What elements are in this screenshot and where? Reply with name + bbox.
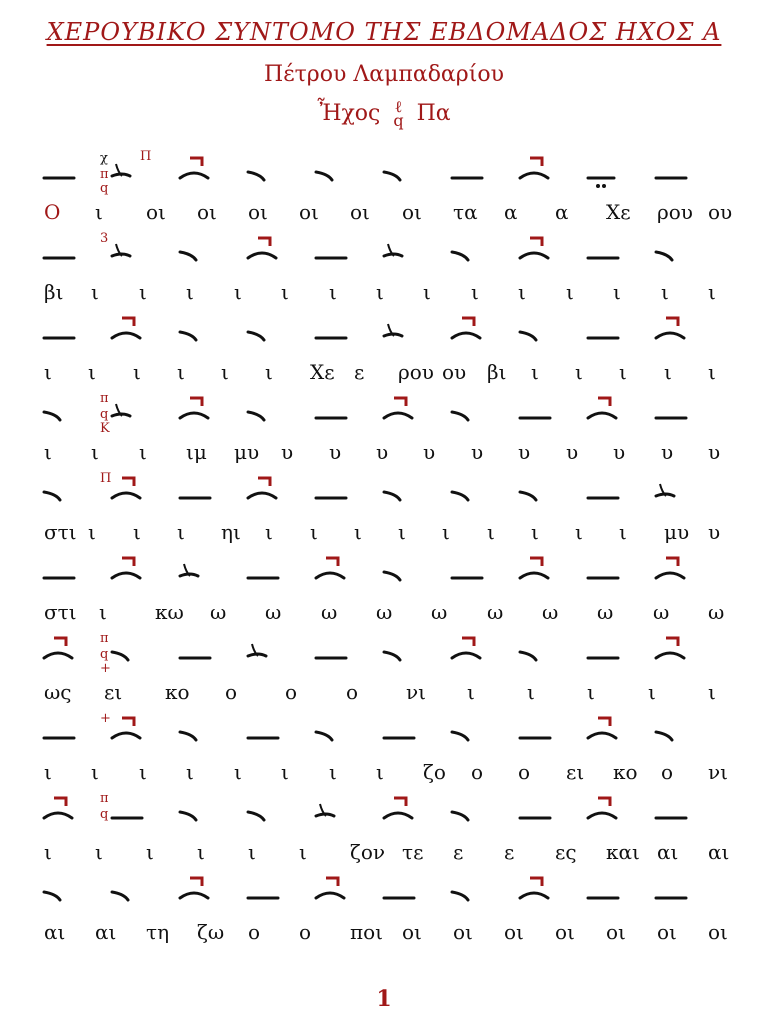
lyric-syllable: ο bbox=[285, 680, 298, 704]
lyric-syllable: ι bbox=[518, 280, 526, 304]
martyria-mark: Κ bbox=[100, 421, 110, 436]
lyric-syllable: υ bbox=[661, 440, 674, 464]
neume-petasti bbox=[248, 478, 276, 498]
lyric-syllable: ι bbox=[133, 360, 141, 384]
lyric-syllable: ι bbox=[708, 680, 716, 704]
lyric-syllable: ι bbox=[44, 840, 52, 864]
neume-row bbox=[0, 470, 768, 520]
neume-petasti bbox=[520, 158, 548, 178]
lyric-syllable: ι bbox=[281, 280, 289, 304]
lyric-row bbox=[0, 600, 768, 628]
lyric-syllable: ι bbox=[197, 840, 205, 864]
neume-petasti bbox=[588, 718, 616, 738]
neume-apostrofos bbox=[452, 812, 468, 820]
staff-line bbox=[0, 550, 768, 630]
lyric-row bbox=[0, 520, 768, 548]
lyric-syllable: ου bbox=[442, 360, 467, 384]
lyric-syllable: ι bbox=[221, 360, 229, 384]
lyric-syllable: οι bbox=[606, 920, 626, 944]
lyric-syllable: υ bbox=[518, 440, 531, 464]
neume-petasti bbox=[520, 558, 548, 578]
neume-petasti bbox=[588, 798, 616, 818]
staff-line bbox=[0, 150, 768, 230]
martyria-mark: 3 bbox=[100, 231, 109, 246]
lyric-syllable: ι bbox=[248, 840, 256, 864]
staff-line bbox=[0, 230, 768, 310]
neume-ison bbox=[248, 644, 266, 656]
lyric-syllable: ρου bbox=[657, 200, 693, 224]
lyric-syllable: ι bbox=[281, 760, 289, 784]
neume-ison bbox=[384, 244, 402, 256]
lyric-syllable: ι bbox=[91, 760, 99, 784]
lyric-syllable: ι bbox=[531, 520, 539, 544]
neume-apostrofos bbox=[180, 252, 196, 260]
lyric-syllable: ι bbox=[471, 280, 479, 304]
neume-apostrofos bbox=[520, 652, 536, 660]
neume-apostrofos bbox=[384, 652, 400, 660]
neume-apostrofos bbox=[656, 732, 672, 740]
lyric-syllable: ι bbox=[265, 520, 273, 544]
lyric-row bbox=[0, 200, 768, 228]
lyric-syllable: ω bbox=[542, 600, 559, 624]
lyric-syllable: ι bbox=[139, 440, 147, 464]
lyric-syllable: ι bbox=[44, 440, 52, 464]
neume-petasti bbox=[316, 558, 344, 578]
lyric-syllable: οι bbox=[146, 200, 166, 224]
lyric-syllable: τε bbox=[402, 840, 424, 864]
lyric-syllable: ω bbox=[487, 600, 504, 624]
lyric-syllable: ζον bbox=[350, 840, 386, 864]
martyria-mark: + bbox=[100, 661, 111, 676]
neume-petasti bbox=[316, 878, 344, 898]
lyric-syllable: υ bbox=[281, 440, 294, 464]
lyric-syllable: οι bbox=[453, 920, 473, 944]
martyria-mark: π bbox=[100, 391, 109, 406]
lyric-syllable: ι bbox=[329, 280, 337, 304]
lyric-syllable: τη bbox=[146, 920, 170, 944]
mode-signature bbox=[393, 97, 404, 130]
neume-apostrofos bbox=[384, 572, 400, 580]
lyric-syllable: οι bbox=[657, 920, 677, 944]
lyric-syllable: οι bbox=[197, 200, 217, 224]
lyric-syllable: οι bbox=[555, 920, 575, 944]
neume-apostrofos bbox=[316, 172, 332, 180]
neume-petasti bbox=[180, 398, 208, 418]
neume-apostrofos bbox=[384, 492, 400, 500]
lyric-syllable: υ bbox=[329, 440, 342, 464]
lyric-syllable: ω bbox=[265, 600, 282, 624]
neume-apostrofos bbox=[452, 732, 468, 740]
neume-petasti bbox=[180, 878, 208, 898]
lyric-syllable: κο bbox=[165, 680, 190, 704]
neume-ison bbox=[316, 804, 334, 816]
lyric-syllable: ε bbox=[504, 840, 515, 864]
lyric-syllable: οι bbox=[402, 200, 422, 224]
martyria-mark: q bbox=[100, 807, 109, 822]
lyric-syllable: κο bbox=[613, 760, 638, 784]
lyric-syllable: υ bbox=[708, 440, 721, 464]
neume-ison bbox=[180, 564, 198, 576]
mode-indicator bbox=[0, 97, 768, 130]
lyric-syllable: οι bbox=[299, 200, 319, 224]
lyric-syllable: ι bbox=[354, 520, 362, 544]
lyric-syllable: ι bbox=[376, 280, 384, 304]
martyria-mark: Π bbox=[140, 149, 152, 164]
lyric-syllable: ω bbox=[597, 600, 614, 624]
lyric-syllable: ι bbox=[91, 280, 99, 304]
lyric-syllable: μυ bbox=[234, 440, 260, 464]
lyric-syllable: Χε bbox=[606, 200, 631, 224]
lyric-syllable: οι bbox=[402, 920, 422, 944]
neume-petasti bbox=[588, 398, 616, 418]
lyric-syllable: ρου bbox=[398, 360, 434, 384]
lyric-syllable: ου bbox=[708, 200, 733, 224]
lyric-syllable: ζο bbox=[423, 760, 446, 784]
lyric-syllable: ι bbox=[531, 360, 539, 384]
neume-row bbox=[0, 310, 768, 360]
lyric-syllable: μυ bbox=[664, 520, 690, 544]
lyric-syllable: αι bbox=[44, 920, 66, 944]
neume-petasti bbox=[656, 638, 684, 658]
neume-apostrofos bbox=[112, 892, 128, 900]
neume-apostrofos bbox=[452, 412, 468, 420]
mode-label: Ἦχος bbox=[317, 101, 381, 126]
lyric-syllable: Χε bbox=[310, 360, 335, 384]
lyric-syllable: ω bbox=[376, 600, 393, 624]
neume-apostrofos bbox=[44, 892, 60, 900]
lyric-syllable: ι bbox=[661, 280, 669, 304]
lyric-syllable: ι bbox=[234, 280, 242, 304]
neume-ison bbox=[112, 404, 130, 416]
lyric-syllable: ι bbox=[310, 520, 318, 544]
neume-petasti bbox=[112, 478, 140, 498]
neume-petasti bbox=[44, 638, 72, 658]
lyric-syllable: κω bbox=[155, 600, 184, 624]
lyric-syllable: ο bbox=[518, 760, 531, 784]
neume-petasti bbox=[452, 318, 480, 338]
lyric-syllable: α bbox=[504, 200, 518, 224]
mode-sign-top: ℓ bbox=[394, 97, 403, 116]
lyric-syllable: νι bbox=[708, 760, 728, 784]
neume-row bbox=[0, 150, 768, 200]
lyric-syllable: τα bbox=[453, 200, 478, 224]
lyric-syllable: αι bbox=[95, 920, 117, 944]
lyric-syllable: ι bbox=[299, 840, 307, 864]
lyric-row bbox=[0, 680, 768, 708]
lyric-syllable: ι bbox=[487, 520, 495, 544]
staff-line bbox=[0, 470, 768, 550]
page-title: ΧΕΡΟΥΒΙΚΟ ΣΥΝΤΟΜΟ ΤΗΣ ΕΒΔΟΜΑΔΟΣ ΗΧΟΣ Α bbox=[46, 18, 722, 46]
lyric-syllable: ι bbox=[648, 680, 656, 704]
lyric-syllable: ι bbox=[99, 600, 107, 624]
lyric-syllable: ι bbox=[575, 520, 583, 544]
lyric-syllable: ι bbox=[467, 680, 475, 704]
neume-ison bbox=[384, 324, 402, 336]
lyric-syllable: ι bbox=[265, 360, 273, 384]
lyric-syllable: υ bbox=[708, 520, 721, 544]
neume-apostrofos bbox=[44, 412, 60, 420]
lyric-syllable: ε bbox=[354, 360, 365, 384]
lyric-syllable: οι bbox=[708, 920, 728, 944]
lyric-syllable: ι bbox=[708, 360, 716, 384]
lyric-syllable: ι bbox=[664, 360, 672, 384]
lyric-syllable: ιμ bbox=[186, 440, 207, 464]
lyric-syllable: ι bbox=[186, 280, 194, 304]
page-number: 1 bbox=[376, 986, 392, 1012]
neume-petasti bbox=[112, 718, 140, 738]
lyric-syllable: αι bbox=[708, 840, 730, 864]
lyric-syllable: ι bbox=[442, 520, 450, 544]
neume-row bbox=[0, 550, 768, 600]
lyric-syllable: ω bbox=[431, 600, 448, 624]
mode-sign-bottom: q bbox=[393, 111, 404, 130]
lyric-syllable: ι bbox=[95, 200, 103, 224]
neume-apostrofos bbox=[112, 652, 128, 660]
lyric-syllable: ο bbox=[225, 680, 238, 704]
lyric-syllable: ι bbox=[139, 760, 147, 784]
staff-line bbox=[0, 870, 768, 950]
lyric-syllable: ι bbox=[587, 680, 595, 704]
neume-row bbox=[0, 230, 768, 280]
staff-line bbox=[0, 390, 768, 470]
lyric-syllable: ο bbox=[471, 760, 484, 784]
neume-apostrofos bbox=[180, 732, 196, 740]
lyric-syllable: ι bbox=[177, 520, 185, 544]
neume-petasti bbox=[520, 238, 548, 258]
lyric-syllable: ι bbox=[177, 360, 185, 384]
lyric-syllable: ι bbox=[186, 760, 194, 784]
lyric-syllable: ζω bbox=[197, 920, 225, 944]
lyric-syllable: ι bbox=[619, 520, 627, 544]
neume-apostrofos bbox=[520, 332, 536, 340]
lyric-syllable: ι bbox=[575, 360, 583, 384]
lyric-syllable: Ο bbox=[44, 200, 61, 224]
neume-ison bbox=[656, 484, 674, 496]
martyria-mark: π bbox=[100, 791, 109, 806]
neume-ison bbox=[112, 164, 130, 176]
lyric-row bbox=[0, 920, 768, 948]
lyric-syllable: υ bbox=[613, 440, 626, 464]
lyric-syllable: και bbox=[606, 840, 640, 864]
neume-apostrofos bbox=[248, 332, 264, 340]
lyric-syllable: νι bbox=[406, 680, 426, 704]
lyric-syllable: ι bbox=[146, 840, 154, 864]
neume-petasti bbox=[180, 158, 208, 178]
lyric-syllable: ι bbox=[613, 280, 621, 304]
neume-apostrofos bbox=[384, 172, 400, 180]
lyric-syllable: ποι bbox=[350, 920, 384, 944]
lyric-syllable: ω bbox=[653, 600, 670, 624]
mode-base-note: Πα bbox=[416, 101, 451, 126]
lyric-syllable: ι bbox=[139, 280, 147, 304]
lyric-syllable: ι bbox=[44, 760, 52, 784]
martyria-mark: π bbox=[100, 167, 109, 182]
lyric-row bbox=[0, 440, 768, 468]
staff-line bbox=[0, 310, 768, 390]
lyric-syllable: ο bbox=[248, 920, 261, 944]
lyric-syllable: ι bbox=[423, 280, 431, 304]
lyric-syllable: ω bbox=[321, 600, 338, 624]
lyric-syllable: ι bbox=[88, 360, 96, 384]
neume-apostrofos bbox=[248, 172, 264, 180]
lyric-syllable: ι bbox=[95, 840, 103, 864]
lyric-syllable: ι bbox=[708, 280, 716, 304]
lyric-syllable: ο bbox=[346, 680, 359, 704]
lyric-syllable: ο bbox=[299, 920, 312, 944]
neume-petasti bbox=[452, 638, 480, 658]
lyric-syllable: ει bbox=[566, 760, 585, 784]
lyric-syllable: ι bbox=[88, 520, 96, 544]
lyric-syllable: υ bbox=[423, 440, 436, 464]
lyric-syllable: υ bbox=[376, 440, 389, 464]
martyria-mark: χ bbox=[100, 151, 108, 166]
lyric-syllable: οι bbox=[504, 920, 524, 944]
lyric-syllable: αι bbox=[657, 840, 679, 864]
lyric-syllable: ε bbox=[453, 840, 464, 864]
neume-apostrofos bbox=[452, 252, 468, 260]
neume-apostrofos bbox=[248, 812, 264, 820]
lyric-syllable: ει bbox=[104, 680, 123, 704]
martyria-mark: q bbox=[100, 647, 109, 662]
neume-apostrofos bbox=[656, 252, 672, 260]
lyric-syllable: ι bbox=[566, 280, 574, 304]
lyric-syllable: ι bbox=[44, 360, 52, 384]
lyric-syllable: οι bbox=[350, 200, 370, 224]
neume-apostrofos bbox=[452, 492, 468, 500]
neume-petasti bbox=[384, 398, 412, 418]
lyric-syllable: ι bbox=[376, 760, 384, 784]
lyric-syllable: ι bbox=[133, 520, 141, 544]
martyria-mark: π bbox=[100, 631, 109, 646]
martyria-mark: Π bbox=[100, 471, 112, 486]
lyric-syllable: ι bbox=[619, 360, 627, 384]
neume-kentimata bbox=[588, 178, 614, 188]
neume-ison bbox=[112, 244, 130, 256]
lyric-row bbox=[0, 360, 768, 388]
neume-apostrofos bbox=[180, 332, 196, 340]
lyric-syllable: υ bbox=[566, 440, 579, 464]
neume-apostrofos bbox=[180, 812, 196, 820]
lyric-syllable: ες bbox=[555, 840, 577, 864]
lyric-row bbox=[0, 280, 768, 308]
neume-row bbox=[0, 710, 768, 760]
staff-line bbox=[0, 630, 768, 710]
neume-petasti bbox=[44, 798, 72, 818]
lyric-syllable: ως bbox=[44, 680, 72, 704]
lyric-syllable: ι bbox=[329, 760, 337, 784]
neume-row bbox=[0, 790, 768, 840]
staff-line bbox=[0, 710, 768, 790]
neume-petasti bbox=[112, 318, 140, 338]
lyric-syllable: ω bbox=[210, 600, 227, 624]
neume-row bbox=[0, 630, 768, 680]
neume-petasti bbox=[520, 878, 548, 898]
neume-petasti bbox=[248, 238, 276, 258]
lyric-syllable: ηι bbox=[221, 520, 241, 544]
lyric-syllable: ι bbox=[234, 760, 242, 784]
neume-apostrofos bbox=[316, 732, 332, 740]
neume-apostrofos bbox=[248, 412, 264, 420]
lyric-syllable: βι bbox=[487, 360, 507, 384]
lyric-syllable: οι bbox=[248, 200, 268, 224]
lyric-syllable: ι bbox=[91, 440, 99, 464]
martyria-mark: q bbox=[100, 407, 109, 422]
neume-petasti bbox=[656, 558, 684, 578]
martyria-mark: + bbox=[100, 711, 111, 726]
lyric-syllable: ο bbox=[661, 760, 674, 784]
lyric-syllable: ι bbox=[527, 680, 535, 704]
neume-apostrofos bbox=[452, 892, 468, 900]
neume-petasti bbox=[384, 798, 412, 818]
martyria-mark: q bbox=[100, 181, 109, 196]
neume-row bbox=[0, 870, 768, 920]
neume-petasti bbox=[112, 558, 140, 578]
lyric-syllable: βι bbox=[44, 280, 64, 304]
lyric-syllable: α bbox=[555, 200, 569, 224]
composer-name: Πέτρου Λαμπαδαρίου bbox=[264, 62, 504, 87]
lyric-row bbox=[0, 840, 768, 868]
lyric-syllable: υ bbox=[471, 440, 484, 464]
staff-line bbox=[0, 790, 768, 870]
neume-row bbox=[0, 390, 768, 440]
lyric-syllable: ω bbox=[708, 600, 725, 624]
lyric-syllable: στι bbox=[44, 520, 77, 544]
neume-apostrofos bbox=[44, 492, 60, 500]
neume-petasti bbox=[656, 318, 684, 338]
lyric-row bbox=[0, 760, 768, 788]
lyric-syllable: ι bbox=[398, 520, 406, 544]
lyric-syllable: στι bbox=[44, 600, 77, 624]
neume-apostrofos bbox=[520, 492, 536, 500]
